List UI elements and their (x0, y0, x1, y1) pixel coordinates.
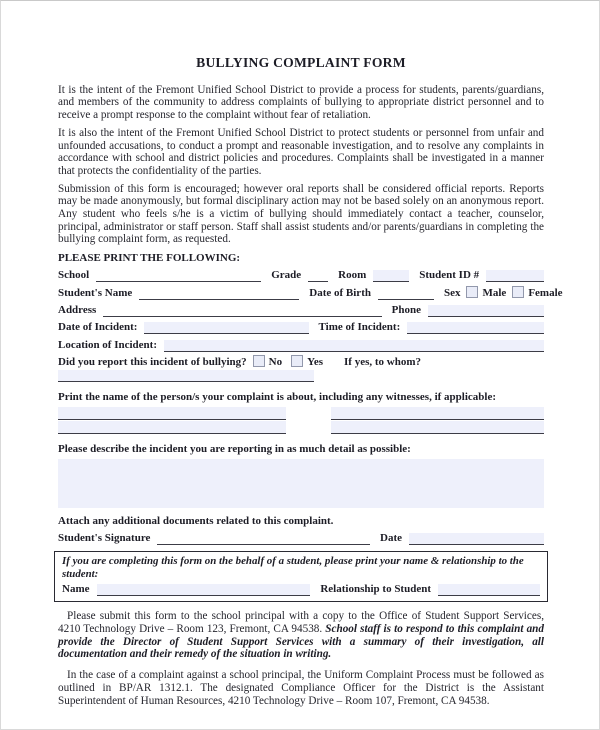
intro-paragraph-2: It is also the intent of the Fremont Unified School District to protect students or personnel from unfair and unfounded accusations, to conduct a prompt and reasonable investigation, and to resolve any complaints in accordance with school and district policies and procedures. Complaints shall be investigated in a manner that protects the confidentiality of the parties. (58, 126, 544, 177)
report-question-row (58, 352, 544, 369)
page-title: BULLYING COMPLAINT FORM (196, 55, 406, 70)
address-label: Address (58, 304, 97, 317)
relationship-input[interactable] (438, 584, 540, 596)
behalf-box (54, 551, 548, 602)
incident-description-input[interactable] (58, 459, 544, 508)
grade-input[interactable] (308, 270, 328, 282)
report-yes-checkbox[interactable] (291, 355, 303, 367)
school-label: School (58, 269, 90, 282)
student-id-input[interactable] (486, 270, 544, 282)
persons-input-4[interactable] (331, 421, 544, 434)
intro-paragraph-3: Submission of this form is encouraged; however oral reports shall be considered official reports. Reports may be made anonymously, but formal disciplinary action may not be based solely on an anonymous report. Any student who feels s/he is a victim of bullying should immediately contact a teacher, counselor, principal, administrator or staff person. Staff shall assist students and/or parents/guardians in completing the bullying complaint form, as requested. (58, 182, 544, 246)
time-of-incident-input[interactable] (407, 322, 544, 334)
name-label: Name (62, 583, 90, 596)
date-of-incident-input[interactable] (144, 322, 308, 334)
no-label: No (268, 356, 283, 369)
sex-female-checkbox[interactable] (512, 286, 524, 298)
attach-label: Attach any additional documents related to this complaint. (58, 514, 334, 527)
location-of-incident-input[interactable] (164, 340, 544, 352)
yes-label: Yes (307, 356, 324, 369)
submit-paragraph (58, 610, 544, 661)
form-content (1, 1, 599, 707)
room-input[interactable] (373, 270, 409, 282)
persons-input-1[interactable] (58, 407, 286, 420)
report-question-label: Did you report this incident of bullying? (58, 356, 247, 369)
name-input[interactable] (97, 584, 311, 596)
date-label: Date (380, 532, 402, 545)
behalf-name-row (62, 581, 540, 596)
student-name-input[interactable] (139, 288, 299, 300)
date-of-incident-label: Date of Incident: (58, 321, 138, 334)
incident-date-row (58, 317, 544, 334)
male-label: Male (482, 286, 507, 299)
incident-location-row (58, 334, 544, 351)
submit-text-bold: School staff is to respond to this complaint and provide the Director of Student Support Services with a summary of their investigation, all documentation and their remedy of the situation in writing. (58, 623, 545, 661)
phone-input[interactable] (428, 305, 544, 317)
address-row (58, 300, 544, 317)
student-name-label: Student's Name (58, 286, 133, 299)
time-of-incident-label: Time of Incident: (318, 321, 401, 334)
persons-input-2[interactable] (331, 407, 544, 420)
intro-paragraph-1: It is the intent of the Fremont Unified School District to provide a process for students, parents/guardians, and members of the community to address complaints of bullying to appropriate district personnel and to receive a prompt response to the complaint without fear of retaliation. (58, 83, 544, 122)
submit-text-regular: Please submit this form to the school principal with a copy to the Office of Student Support Services, 4210 Technology Drive – Room 123, Fremont, CA 94538. (58, 610, 544, 635)
student-id-label: Student ID # (419, 269, 480, 282)
signature-input[interactable] (157, 533, 370, 545)
address-input[interactable] (103, 305, 381, 317)
phone-label: Phone (391, 304, 422, 317)
female-label: Female (528, 286, 563, 299)
behalf-note: If you are completing this form on the behalf of a student, please print your name & relationship to the student: (62, 555, 524, 581)
date-input[interactable] (409, 533, 544, 545)
principal-paragraph: In the case of a complaint against a school principal, the Uniform Complaint Process must be followed as outlined in BP/AR 1312.1. The designated Compliance Officer for the District is the Assistant Superintendent of Human Resources, 4210 Technology Drive – Room 107, Fremont, CA 94538. (58, 669, 544, 707)
persons-input-3[interactable] (58, 421, 286, 434)
relationship-label: Relationship to Student (320, 583, 431, 596)
describe-label: Please describe the incident you are reporting in as much detail as possible: (58, 442, 411, 455)
sex-label: Sex (443, 286, 461, 299)
sex-male-checkbox[interactable] (466, 286, 478, 298)
report-to-whom-row (58, 370, 544, 383)
grade-label: Grade (271, 269, 302, 282)
date-of-birth-label: Date of Birth (309, 286, 371, 299)
signature-label: Student's Signature (58, 532, 151, 545)
persons-grid (58, 407, 544, 434)
persons-label: Print the name of the person/s your complaint is about, including any witnesses, if applicable: (58, 391, 496, 404)
report-to-whom-input[interactable] (58, 370, 314, 382)
student-name-row (58, 282, 563, 299)
school-input[interactable] (96, 270, 261, 282)
date-of-birth-input[interactable] (378, 288, 434, 300)
school-row (58, 265, 544, 282)
if-yes-label: If yes, to whom? (344, 356, 422, 369)
please-print-heading: PLEASE PRINT THE FOLLOWING: (58, 252, 241, 265)
signature-row (58, 527, 544, 545)
report-no-checkbox[interactable] (253, 355, 265, 367)
room-label: Room (338, 269, 367, 282)
location-of-incident-label: Location of Incident: (58, 338, 157, 351)
